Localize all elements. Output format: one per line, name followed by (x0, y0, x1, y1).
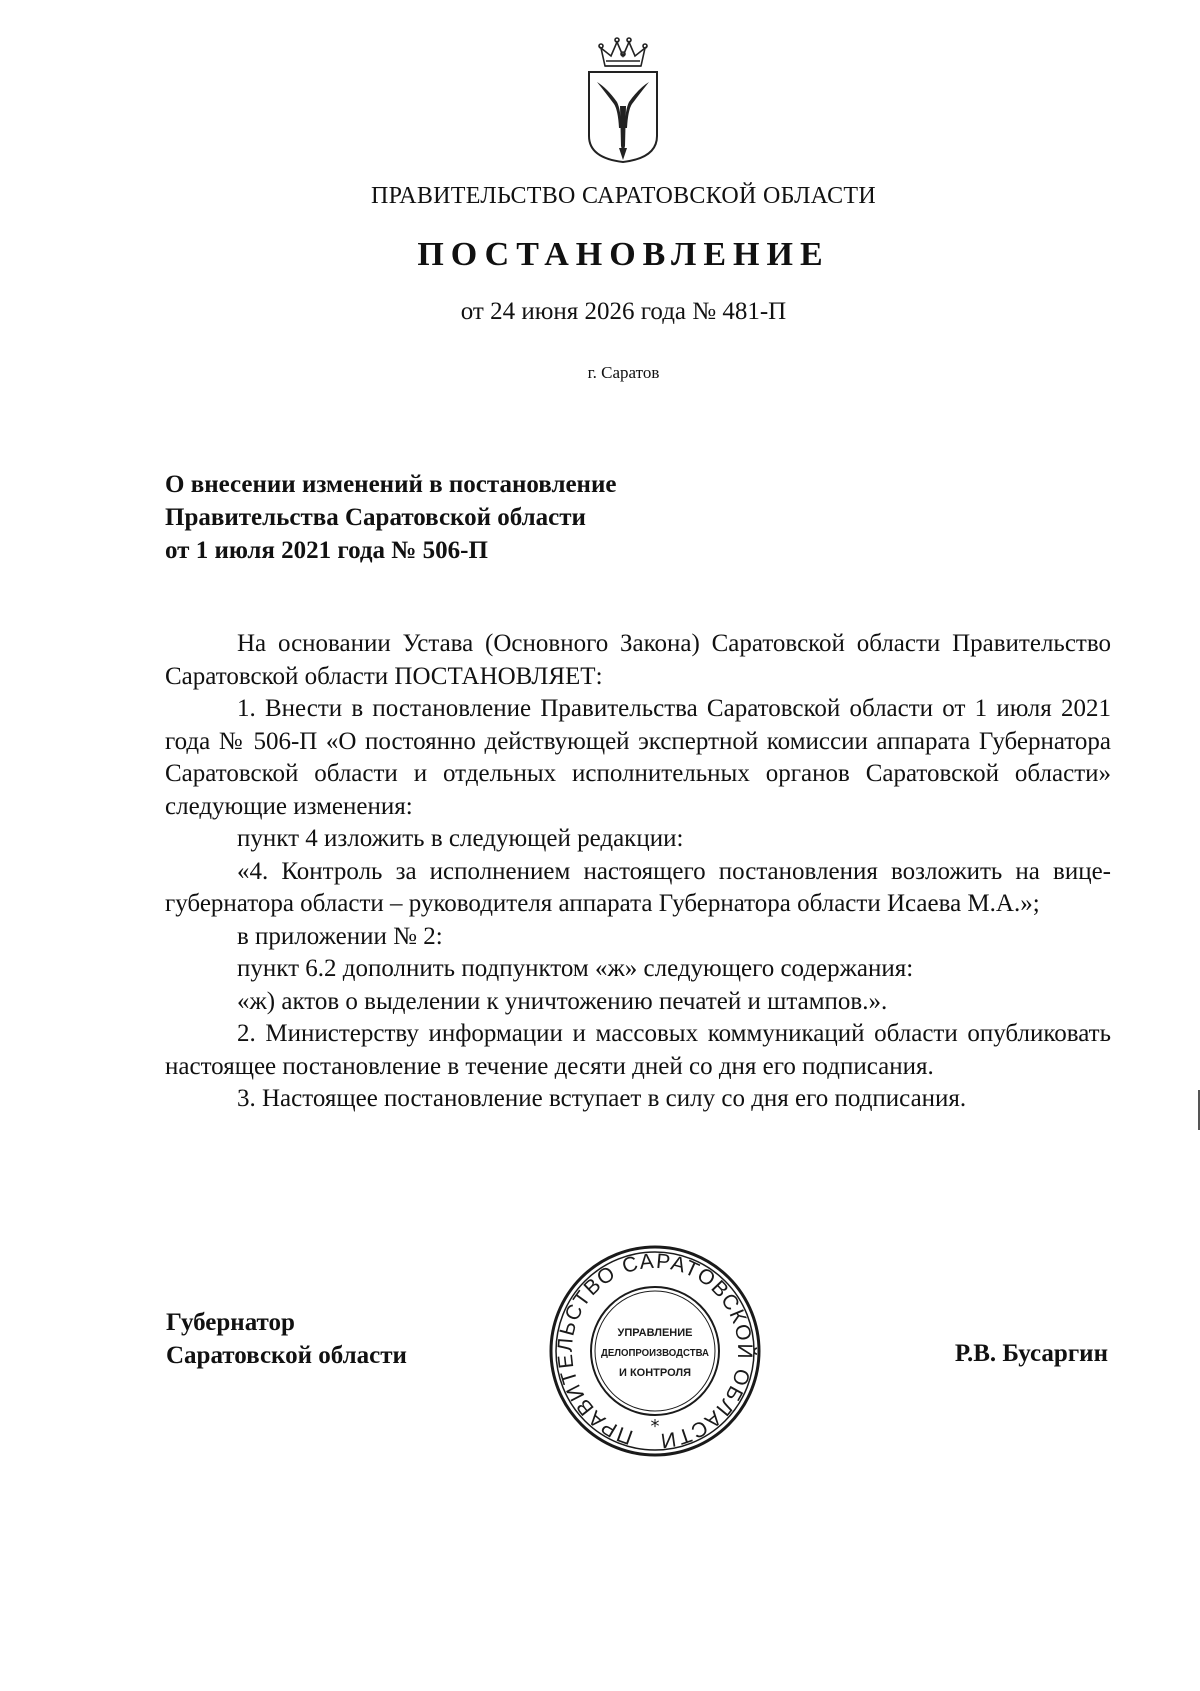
coat-of-arms-icon (583, 36, 663, 164)
government-name: ПРАВИТЕЛЬСТВО САРАТОВСКОЙ ОБЛАСТИ (371, 183, 876, 209)
body-paragraph: «ж) актов о выделении к уничтожению печатей и штампов.». (237, 987, 888, 1015)
official-seal (548, 1244, 762, 1458)
seal-inner-line: ДЕЛОПРОИЗВОДСТВА (601, 1347, 710, 1359)
seal-inner-line: УПРАВЛЕНИЕ (617, 1327, 693, 1339)
body-paragraph: 2. Министерству информации и массовых коммуникаций области опубликовать настоящее постановление в течение десяти дней со дня его подписания. (165, 1020, 1111, 1080)
body-paragraph: пункт 4 изложить в следующей редакции: (237, 825, 684, 852)
body-paragraph: пункт 6.2 дополнить подпунктом «ж» следующего содержания: (237, 955, 914, 982)
signer-position-line: Саратовской области (166, 1342, 407, 1369)
seal-inner-line: И КОНТРОЛЯ (619, 1367, 691, 1379)
signer-position (166, 1306, 407, 1372)
document-type: ПОСТАНОВЛЕНИЕ (417, 236, 830, 273)
body-paragraph: «4. Контроль за исполнением настоящего постановления возложить на вице-губернатора области – руководителя аппарата Губернатора области Исаева М.А.»; (165, 857, 1111, 917)
body-paragraph: 1. Внести в постановление Правительства Саратовской области от 1 июля 2021 года № 506-П «О постоянно действующей экспертной комиссии аппарата Губернатора Саратовской области и отдельных исполнительных органов Саратовской области» следующие изменения: (165, 695, 1111, 820)
document-subject (165, 468, 865, 567)
body-paragraph: 3. Настоящее постановление вступает в силу со дня его подписания. (237, 1085, 967, 1112)
seal-star: * (650, 1416, 660, 1437)
document-body (165, 628, 1111, 1116)
document-date-number: от 24 июня 2026 года № 481-П (460, 298, 787, 325)
subject-line: О внесении изменений в постановление (165, 471, 617, 498)
subject-line: от 1 июля 2021 года № 506-П (165, 537, 488, 564)
body-paragraph: На основании Устава (Основного Закона) Саратовской области Правительство Саратовской области ПОСТАНОВЛЯЕТ: (165, 630, 1111, 690)
document-city: г. Саратов (587, 363, 660, 382)
signer-position-line: Губернатор (166, 1309, 295, 1336)
body-paragraph: в приложении № 2: (237, 922, 443, 950)
seal-outer-text: ПРАВИТЕЛЬСТВО САРАТОВСКОЙ ОБЛАСТИ (553, 1249, 757, 1453)
signer-name: Р.В. Бусаргин (954, 1340, 1108, 1367)
subject-line: Правительства Саратовской области (165, 504, 586, 531)
